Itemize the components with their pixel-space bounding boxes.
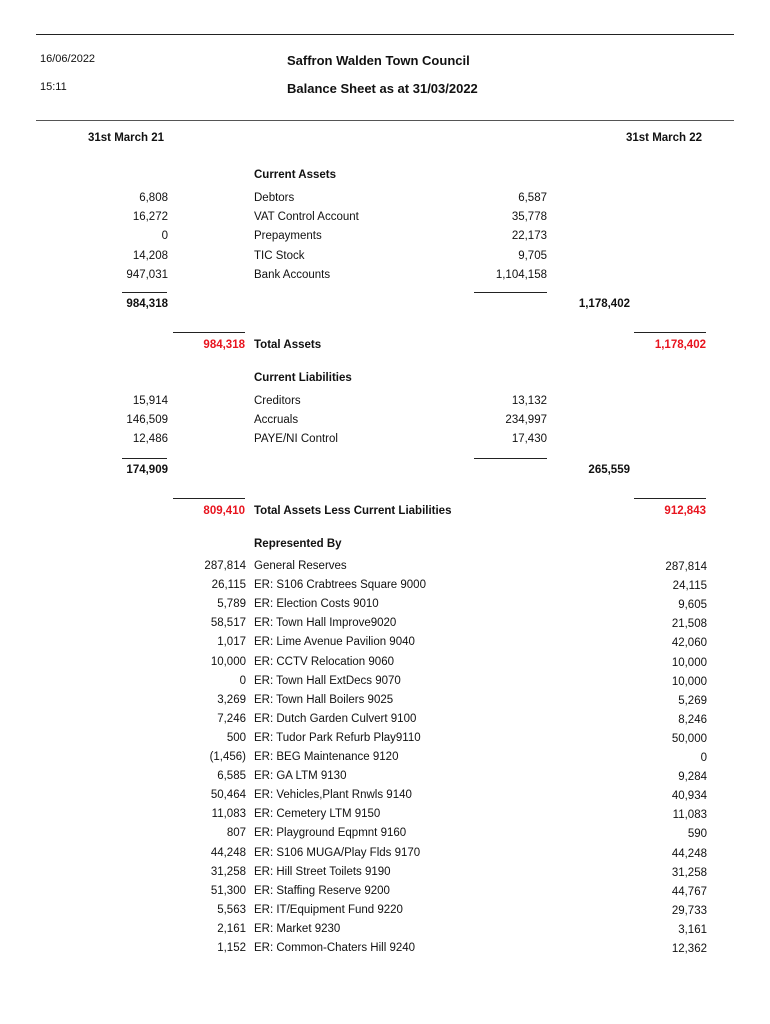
row-value-prev: 0: [161, 230, 168, 242]
assets-prev-rule: [122, 292, 167, 293]
row-value-curr: 44,248: [671, 848, 707, 860]
current-assets-heading: Current Assets: [254, 169, 337, 181]
column-header-prev: 31st March 21: [88, 132, 165, 144]
row-value-curr: 8,246: [678, 714, 707, 726]
row-value-curr: 29,733: [671, 905, 707, 917]
row-value-prev: 1,017: [217, 636, 246, 648]
row-label: ER: BEG Maintenance 9120: [254, 751, 399, 763]
row-label: Creditors: [254, 395, 301, 407]
net-assets-curr: 912,843: [664, 505, 706, 517]
row-value-curr: 50,000: [671, 733, 707, 745]
total-assets-prev-rule: [173, 332, 245, 333]
row-value-prev: 16,272: [132, 211, 168, 223]
liabilities-prev-rule: [122, 458, 167, 459]
header-rule: [36, 120, 734, 121]
row-value-prev: 146,509: [126, 414, 168, 426]
top-rule: [36, 34, 734, 35]
row-label: ER: Town Hall Improve9020: [254, 617, 397, 629]
row-label: ER: Vehicles,Plant Rnwls 9140: [254, 789, 412, 801]
row-value-curr: 13,132: [511, 395, 547, 407]
row-value-prev: 51,300: [210, 885, 246, 897]
total-assets-label: Total Assets: [254, 339, 322, 351]
row-label: ER: Staffing Reserve 9200: [254, 885, 390, 897]
row-value-prev: 31,258: [210, 866, 246, 878]
row-label: ER: Market 9230: [254, 923, 341, 935]
row-value-prev: 15,914: [132, 395, 168, 407]
row-label: ER: Dutch Garden Culvert 9100: [254, 713, 417, 725]
row-value-curr: 234,997: [505, 414, 547, 426]
row-value-prev: 287,814: [204, 560, 246, 572]
row-value-curr: 40,934: [671, 790, 707, 802]
row-label: Bank Accounts: [254, 269, 331, 281]
row-value-prev: 50,464: [210, 789, 246, 801]
row-label: ER: S106 Crabtrees Square 9000: [254, 579, 426, 591]
total-assets-prev: 984,318: [203, 339, 245, 351]
row-label: ER: S106 MUGA/Play Flds 9170: [254, 847, 421, 859]
row-label: ER: Hill Street Toilets 9190: [254, 866, 391, 878]
row-label: ER: Tudor Park Refurb Play9110: [254, 732, 421, 744]
row-value-curr: 35,778: [511, 211, 547, 223]
row-label: ER: IT/Equipment Fund 9220: [254, 904, 403, 916]
row-label: General Reserves: [254, 560, 347, 572]
assets-subtotal-curr: 1,178,402: [578, 298, 630, 310]
row-value-curr: 22,173: [511, 230, 547, 242]
row-value-curr: 3,161: [678, 924, 707, 936]
current-liabilities-heading: Current Liabilities: [254, 372, 352, 384]
row-value-curr: 44,767: [671, 886, 707, 898]
row-label: Prepayments: [254, 230, 322, 242]
row-value-curr: 9,605: [678, 599, 707, 611]
row-value-prev: 58,517: [210, 617, 246, 629]
net-assets-label: Total Assets Less Current Liabilities: [254, 505, 452, 517]
report-time: 15:11: [40, 81, 67, 93]
liabilities-curr-rule: [474, 458, 547, 459]
row-value-curr: 17,430: [511, 433, 547, 445]
liabilities-subtotal-prev: 174,909: [126, 464, 168, 476]
row-value-curr: 10,000: [671, 657, 707, 669]
row-value-prev: 44,248: [210, 847, 246, 859]
row-value-prev: 0: [239, 675, 246, 687]
liabilities-subtotal-curr: 265,559: [588, 464, 630, 476]
row-label: ER: Lime Avenue Pavilion 9040: [254, 636, 415, 648]
row-value-curr: 12,362: [671, 943, 707, 955]
column-header-curr: 31st March 22: [626, 132, 703, 144]
assets-curr-rule: [474, 292, 547, 293]
row-value-prev: 2,161: [217, 923, 246, 935]
row-label: ER: Town Hall Boilers 9025: [254, 694, 394, 706]
row-value-prev: (1,456): [209, 751, 246, 763]
row-label: VAT Control Account: [254, 211, 359, 223]
row-value-prev: 500: [226, 732, 246, 744]
row-value-curr: 31,258: [671, 867, 707, 879]
total-assets-curr: 1,178,402: [654, 339, 706, 351]
row-value-curr: 24,115: [672, 580, 707, 592]
row-label: Debtors: [254, 192, 295, 204]
row-value-prev: 11,083: [211, 808, 246, 820]
row-value-prev: 6,808: [139, 192, 168, 204]
row-value-curr: 11,083: [672, 809, 707, 821]
row-value-prev: 10,000: [210, 656, 246, 668]
total-assets-curr-rule: [634, 332, 706, 333]
row-value-prev: 6,585: [217, 770, 246, 782]
row-value-curr: 1,104,158: [495, 269, 547, 281]
row-value-prev: 947,031: [126, 269, 168, 281]
row-value-prev: 5,563: [217, 904, 246, 916]
net-assets-curr-rule: [634, 498, 706, 499]
row-value-prev: 26,115: [211, 579, 246, 591]
row-label: ER: Cemetery LTM 9150: [254, 808, 381, 820]
row-value-curr: 21,508: [671, 618, 707, 630]
row-value-curr: 10,000: [671, 676, 707, 688]
row-label: TIC Stock: [254, 250, 305, 262]
net-assets-prev: 809,410: [203, 505, 245, 517]
row-label: ER: Election Costs 9010: [254, 598, 379, 610]
report-title: Balance Sheet as at 31/03/2022: [287, 81, 478, 96]
row-value-curr: 5,269: [678, 695, 707, 707]
council-name: Saffron Walden Town Council: [287, 53, 470, 68]
net-assets-prev-rule: [173, 498, 245, 499]
row-value-prev: 1,152: [217, 942, 246, 954]
row-value-curr: 6,587: [518, 192, 547, 204]
row-label: PAYE/NI Control: [254, 433, 338, 445]
row-value-curr: 0: [700, 752, 707, 764]
row-value-curr: 287,814: [665, 561, 707, 573]
row-value-prev: 807: [226, 827, 246, 839]
row-label: ER: Playground Eqpmnt 9160: [254, 827, 407, 839]
row-label: ER: Common-Chaters Hill 9240: [254, 942, 416, 954]
row-value-curr: 42,060: [671, 637, 707, 649]
row-label: ER: CCTV Relocation 9060: [254, 656, 394, 668]
row-value-prev: 3,269: [217, 694, 246, 706]
represented-by-heading: Represented By: [254, 538, 342, 550]
row-value-prev: 14,208: [132, 250, 168, 262]
row-value-curr: 590: [687, 828, 707, 840]
row-value-prev: 7,246: [217, 713, 246, 725]
report-date: 16/06/2022: [40, 53, 96, 65]
row-value-curr: 9,705: [518, 250, 547, 262]
row-value-prev: 5,789: [217, 598, 246, 610]
row-label: Accruals: [254, 414, 299, 426]
assets-subtotal-prev: 984,318: [126, 298, 168, 310]
row-label: ER: Town Hall ExtDecs 9070: [254, 675, 401, 687]
row-label: ER: GA LTM 9130: [254, 770, 347, 782]
row-value-curr: 9,284: [678, 771, 707, 783]
row-value-prev: 12,486: [132, 433, 168, 445]
